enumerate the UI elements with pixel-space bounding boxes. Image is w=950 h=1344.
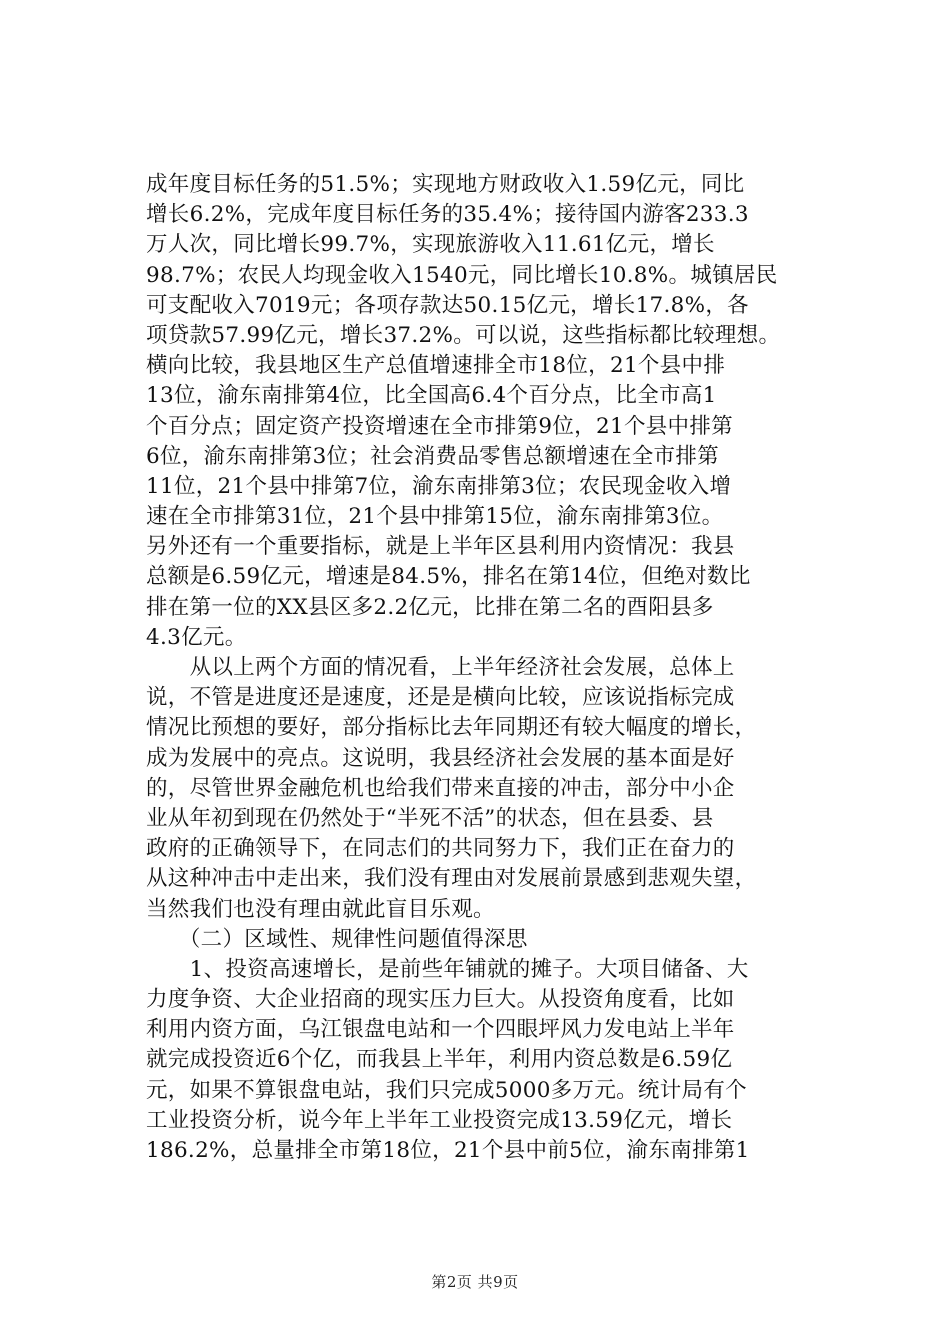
text-line: 万人次，同比增长99.7%，实现旅游收入11.61亿元，增长: [146, 232, 715, 258]
text-line: 速在全市排第31位，21个县中排第15位，渝东南排第3位。: [146, 504, 724, 530]
text-line: 业从年初到现在仍然处于“半死不活”的状态，但在县委、县: [146, 805, 714, 831]
text-line: 186.2%，总量排全市第18位，21个县中前5位，渝东南排第1: [146, 1138, 750, 1163]
page-footer: 第2页 共9页: [431, 1273, 519, 1291]
text-line: 当然我们也没有理由就此盲目乐观。: [146, 896, 495, 922]
text-line: 就完成投资近6个亿，而我县上半年，利用内资总数是6.59亿: [146, 1047, 733, 1073]
text-line: 个百分点；固定资产投资增速在全市排第9位，21个县中排第: [146, 413, 733, 439]
text-line: 成为发展中的亮点。这说明，我县经济社会发展的基本面是好: [146, 745, 735, 771]
text-line: 的，尽管世界金融危机也给我们带来直接的冲击，部分中小企: [146, 775, 735, 801]
text-line: 情况比预想的要好，部分指标比去年同期还有较大幅度的增长，: [146, 715, 757, 741]
text-line: 1、投资高速增长，是前些年铺就的摊子。大项目储备、大: [146, 956, 749, 982]
text-line: 成年度目标任务的51.5%；实现地方财政收入1.59亿元，同比: [146, 172, 745, 197]
text-line: 力度争资、大企业招商的现实压力巨大。从投资角度看，比如: [146, 987, 735, 1013]
text-line: 增长6.2%，完成年度目标任务的35.4%；接待国内游客233.3: [146, 202, 749, 228]
text-line: 11位，21个县中排第7位，渝东南排第3位；农民现金收入增: [146, 473, 732, 499]
text-line: （二）区域性、规律性问题值得深思: [146, 926, 528, 952]
text-line: 可支配收入7019元；各项存款达50.15亿元，增长17.8%，各: [146, 292, 749, 318]
text-line: 6位，渝东南排第3位；社会消费品零售总额增速在全市排第: [146, 443, 719, 469]
text-line: 元，如果不算银盘电站，我们只完成5000多万元。统计局有个: [146, 1077, 747, 1103]
text-line: 98.7%；农民人均现金收入1540元，同比增长10.8%。城镇居民: [146, 262, 778, 288]
text-line: 13位，渝东南排第4位，比全国高6.4个百分点，比全市高1: [146, 383, 717, 409]
text-line: 从这种冲击中走出来，我们没有理由对发展前景感到悲观失望，: [146, 866, 757, 892]
text-line: 项贷款57.99亿元，增长37.2%。可以说，这些指标都比较理想。: [146, 322, 781, 348]
text-line: 总额是6.59亿元，增速是84.5%，排名在第14位，但绝对数比: [146, 564, 751, 590]
text-line: 工业投资分析，说今年上半年工业投资完成13.59亿元，增长: [146, 1107, 733, 1133]
text-line: 政府的正确领导下，在同志们的共同努力下，我们正在奋力的: [146, 836, 735, 862]
text-line: 另外还有一个重要指标，就是上半年区县利用内资情况：我县: [146, 534, 735, 560]
body-text: [146, 170, 836, 1166]
text-line: 说，不管是进度还是速度，还是是横向比较，应该说指标完成: [146, 685, 735, 711]
text-line: 排在第一位的XX县区多2.2亿元，比排在第二名的酉阳县多: [146, 594, 714, 620]
text-line: 4.3亿元。: [146, 624, 247, 650]
text-line: 横向比较，我县地区生产总值增速排全市18位，21个县中排: [146, 353, 726, 379]
text-line: 利用内资方面，乌江银盘电站和一个四眼坪风力发电站上半年: [146, 1017, 735, 1043]
text-line: 从以上两个方面的情况看，上半年经济社会发展，总体上: [146, 655, 735, 680]
